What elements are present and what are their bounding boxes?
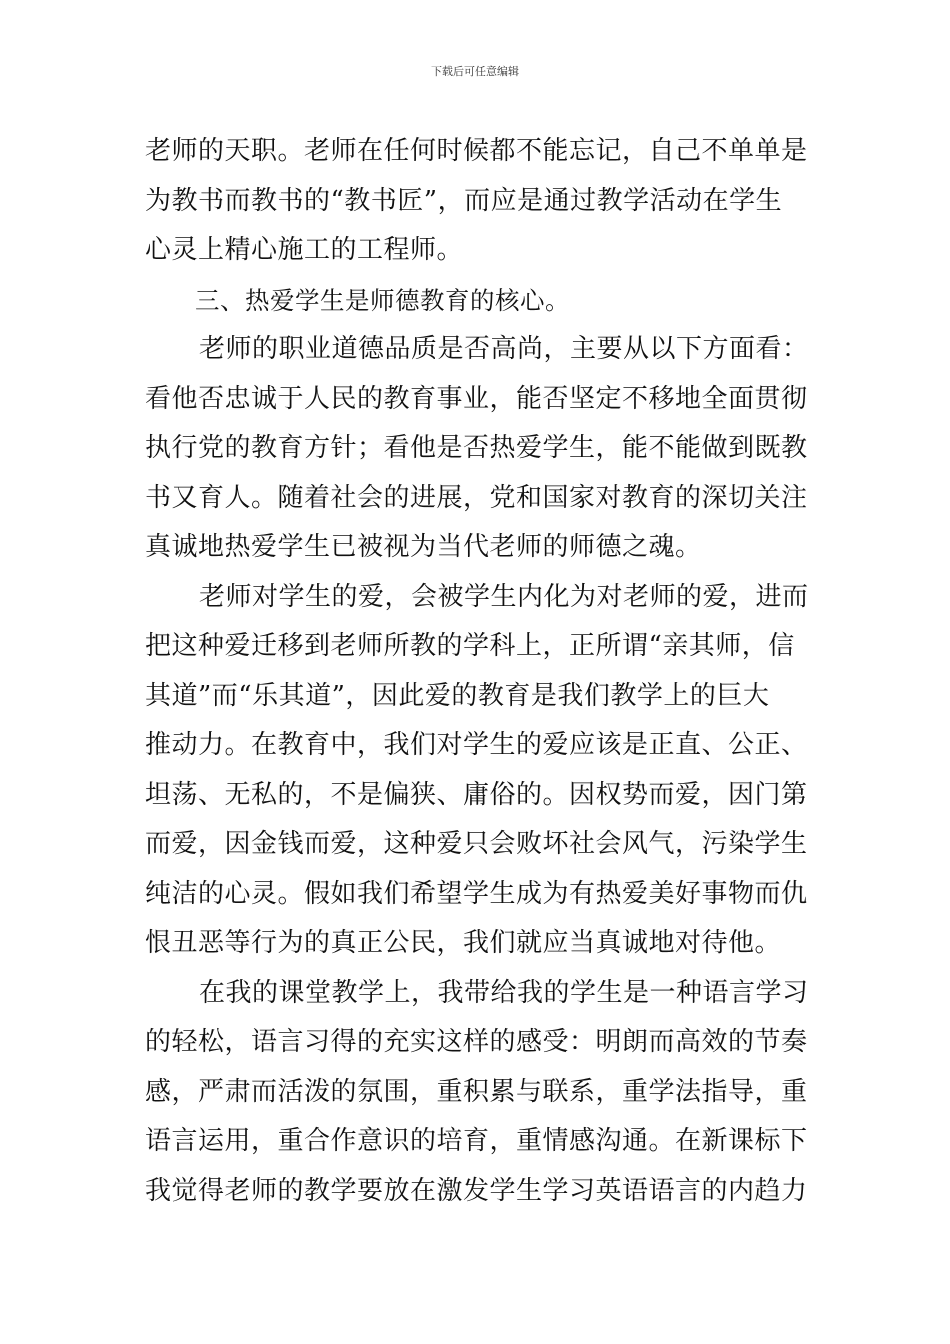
text-line: 语言运用，重合作意识的培育，重情感沟通。在新课标下 <box>145 1126 808 1156</box>
page-header: 下载后可任意编辑 <box>431 65 519 78</box>
text-line: 看他否忠诚于人民的教育事业，能否坚定不移地全面贯彻 <box>145 383 808 414</box>
text-line: 我觉得老师的教学要放在激发学生学习英语语言的内趋力 <box>145 1175 808 1206</box>
text-line: 坦荡、无私的，不是偏狭、庸俗的。因权势而爱，因门第 <box>145 779 808 810</box>
text-line: 把这种爱迁移到老师所教的学科上，正所谓“亲其师，信 <box>145 631 795 661</box>
section-heading: 三、热爱学生是师德教育的核心。 <box>195 285 570 315</box>
text-line: 恨丑恶等行为的真正公民，我们就应当真诚地对待他。 <box>145 928 782 958</box>
paragraph-first-line: 老师的职业道德品质是否高尚，主要从以下方面看： <box>199 334 809 364</box>
paragraph-first-line: 在我的课堂教学上，我带给我的学生是一种语言学习 <box>199 977 809 1008</box>
text-line: 的轻松，语言习得的充实这样的感受：明朗而高效的节奏 <box>145 1027 808 1057</box>
text-line: 而爱，因金钱而爱，这种爱只会败坏社会风气，污染学生 <box>145 829 808 859</box>
text-line: 老师的天职。老师在任何时候都不能忘记，自己不单单是 <box>145 136 808 166</box>
paragraph-first-line: 老师对学生的爱，会被学生内化为对老师的爱，进而 <box>199 581 809 612</box>
text-line: 纯洁的心灵。假如我们希望学生成为有热爱美好事物而仇 <box>145 878 808 909</box>
text-line: 推动力。在教育中，我们对学生的爱应该是正直、公正、 <box>145 730 808 760</box>
text-line: 执行党的教育方针；看他是否热爱学生，能不能做到既教 <box>145 433 808 463</box>
text-line: 心灵上精心施工的工程师。 <box>145 235 464 265</box>
text-line: 书又育人。随着社会的进展，党和国家对教育的深切关注 <box>145 482 808 513</box>
text-line: 真诚地热爱学生已被视为当代老师的师德之魂。 <box>145 532 702 562</box>
text-line: 为教书而教书的“教书匠”，而应是通过教学活动在学生 <box>145 185 783 216</box>
text-line: 感，严肃而活泼的氛围，重积累与联系，重学法指导，重 <box>145 1076 808 1107</box>
text-line: 其道”而“乐其道”，因此爱的教育是我们教学上的巨大 <box>145 680 770 711</box>
document-body <box>145 127 809 1216</box>
